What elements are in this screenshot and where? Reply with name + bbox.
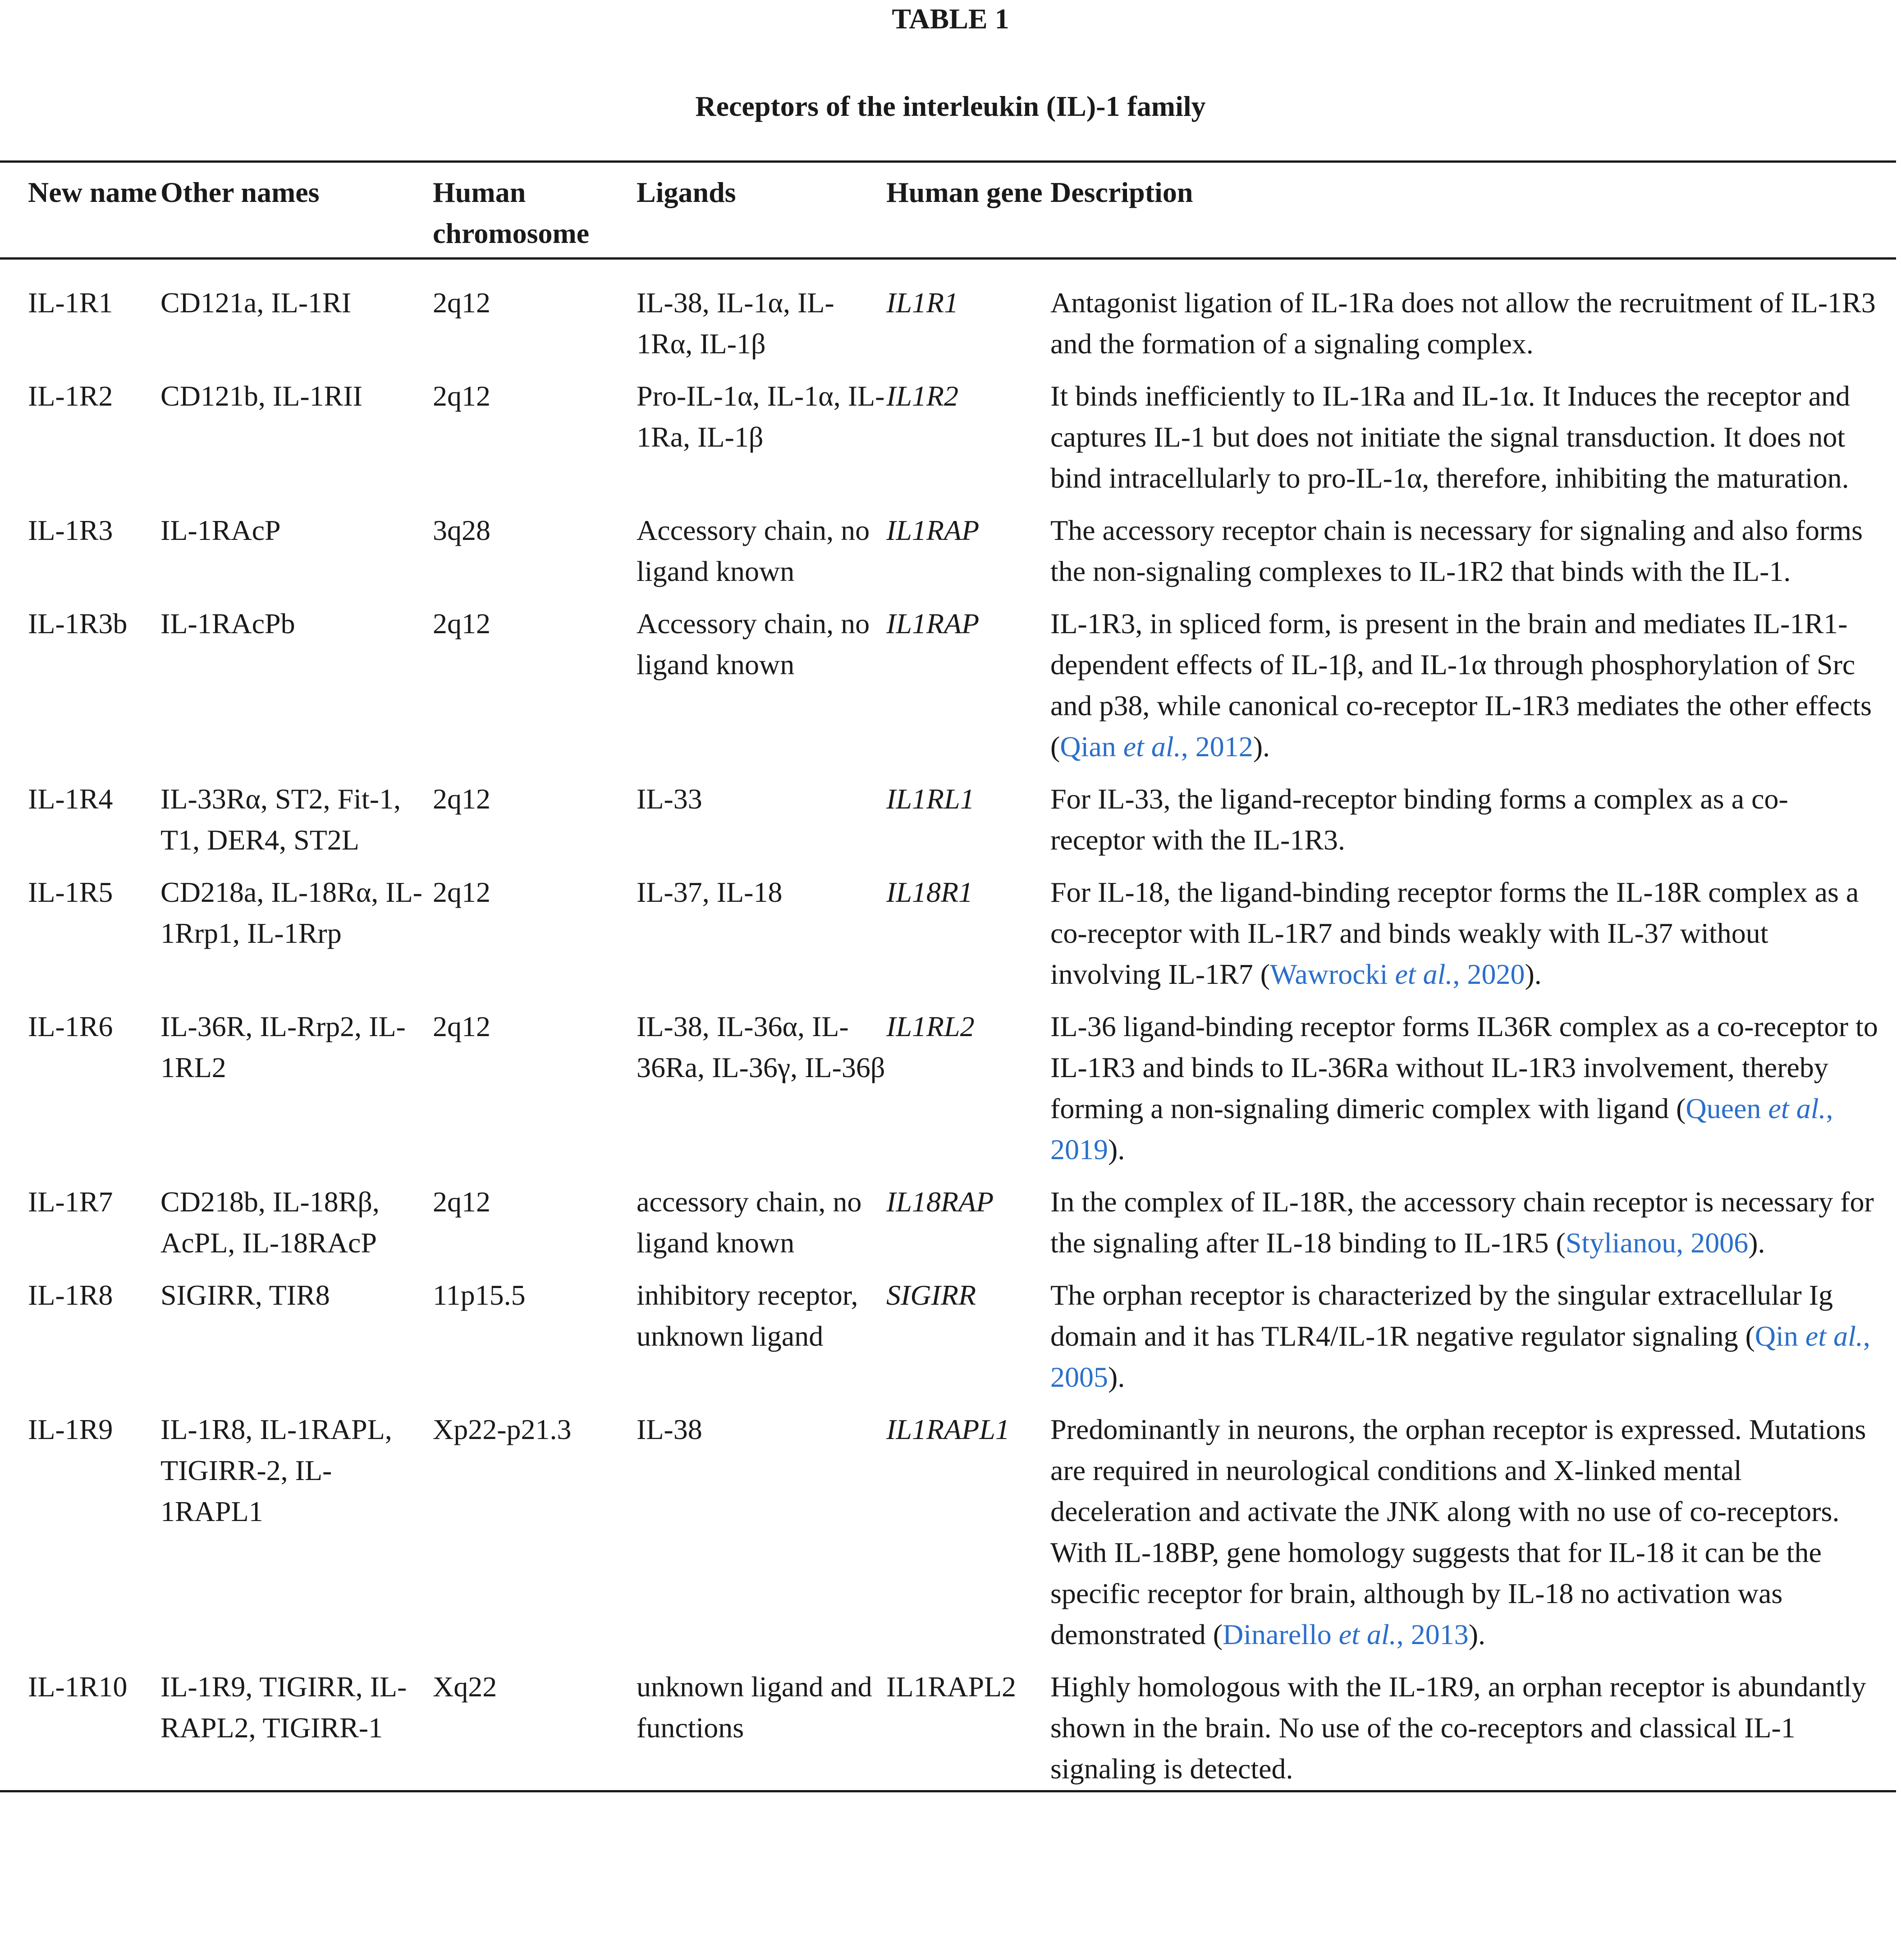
cell-ligands: accessory chain, no ligand known: [637, 1186, 862, 1259]
cell-new-name: IL-1R10: [28, 1671, 128, 1703]
description-end: ).: [1525, 958, 1542, 990]
description-end: ).: [1748, 1227, 1765, 1259]
reference-author: Qian: [1060, 731, 1123, 763]
cell-gene: IL1RAP: [886, 514, 980, 546]
cell-other-names: SIGIRR, TIR8: [160, 1279, 330, 1311]
table-row: [0, 510, 1896, 603]
cell-other-names: IL-1RAcPb: [160, 608, 295, 640]
cell-ligands: inhibitory receptor, unknown ligand: [637, 1279, 858, 1352]
description-end: ).: [1108, 1361, 1125, 1393]
cell-new-name: IL-1R4: [28, 783, 113, 815]
cell-new-name: IL-1R3: [28, 514, 113, 546]
reference-author: Qin: [1754, 1320, 1805, 1352]
table-row: [0, 1006, 1896, 1181]
table-row: [0, 1409, 1896, 1666]
cell-chromosome: 2q12: [433, 380, 490, 412]
cell-description: [1050, 603, 1896, 778]
description-end: ).: [1253, 731, 1270, 763]
header-row: [0, 162, 1896, 259]
cell-new-name: IL-1R7: [28, 1186, 113, 1218]
table-row: [0, 1275, 1896, 1409]
reference-year: , 2012: [1181, 731, 1253, 763]
header-new-name: New name: [28, 176, 157, 208]
description-text: In the complex of IL-18R, the accessory chain receptor is necessary for the signaling after IL-18 binding to IL-1R5 (: [1050, 1186, 1874, 1259]
reference-year: , 2020: [1452, 958, 1525, 990]
description-text: For IL-33, the ligand-receptor binding forms a complex as a co-receptor with the IL-1R3.: [1050, 783, 1788, 856]
cell-chromosome: 2q12: [433, 783, 490, 815]
description-text: For IL-18, the ligand-binding receptor forms the IL-18R complex as a co-receptor with IL-1R7 and binds weakly with IL-37 without involving IL-1R7 (: [1050, 876, 1859, 990]
cell-chromosome: Xp22-p21.3: [433, 1413, 572, 1445]
cell-ligands: IL-38: [637, 1413, 702, 1445]
description-text: Predominantly in neurons, the orphan receptor is expressed. Mutations are required in neurological conditions and X-linked mental deceleration and activate the JNK along with no use of co-receptors. With IL-18BP, gene homology suggests that for IL-18 it can be the specific receptor for brain, although by IL-18 no activation was demonstrated (: [1050, 1413, 1866, 1650]
description-text: The accessory receptor chain is necessary for signaling and also forms the non-signaling complexes to IL-1R2 that binds with the IL-1.: [1050, 514, 1863, 587]
cell-chromosome: 2q12: [433, 287, 490, 319]
reference-link[interactable]: [1566, 1227, 1748, 1259]
cell-gene: IL1RAPL1: [886, 1413, 1010, 1445]
cell-chromosome: 11p15.5: [433, 1279, 526, 1311]
header-chromosome: Human chromosome: [433, 176, 590, 249]
reference-etal: et al.: [1768, 1092, 1826, 1124]
receptor-table: [0, 160, 1896, 1792]
cell-description: [1050, 1409, 1896, 1666]
reference-link[interactable]: [1270, 958, 1525, 990]
cell-gene: IL1RL1: [886, 783, 975, 815]
table-row: [0, 1666, 1896, 1791]
table-row: [0, 603, 1896, 778]
description-end: ).: [1468, 1618, 1486, 1650]
cell-chromosome: 2q12: [433, 1010, 490, 1042]
cell-other-names: CD121a, IL-1RI: [160, 287, 352, 319]
cell-chromosome: 2q12: [433, 876, 490, 908]
table-row: [0, 1181, 1896, 1275]
table-row: [0, 872, 1896, 1006]
description-text: Highly homologous with the IL-1R9, an orphan receptor is abundantly shown in the brain. No use of the co-receptors and classical IL-1 signaling is detected.: [1050, 1671, 1866, 1785]
reference-etal: et al.: [1805, 1320, 1863, 1352]
reference-link[interactable]: [1223, 1618, 1469, 1650]
reference-etal: et al.: [1395, 958, 1453, 990]
table-caption: Receptors of the interleukin (IL)-1 family: [695, 90, 1206, 122]
cell-new-name: IL-1R8: [28, 1279, 113, 1311]
reference-author: Wawrocki: [1270, 958, 1395, 990]
cell-new-name: IL-1R3b: [28, 608, 128, 640]
header-ligands: Ligands: [637, 176, 736, 208]
reference-etal: et al.: [1123, 731, 1181, 763]
header-gene: Human gene: [886, 176, 1043, 208]
reference-etal: et al.: [1338, 1618, 1397, 1650]
cell-gene: IL18R1: [886, 876, 973, 908]
cell-ligands: IL-33: [637, 783, 702, 815]
cell-other-names: CD218a, IL-18Rα, IL-1Rrp1, IL-1Rrp: [160, 876, 422, 949]
cell-ligands: IL-38, IL-1α, IL-1Rα, IL-1β: [637, 287, 834, 360]
cell-description: [1050, 872, 1896, 1006]
cell-description: [1050, 778, 1896, 872]
description-text: IL-1R3, in spliced form, is present in the brain and mediates IL-1R1-dependent effects of IL-1β, and IL-1α through phosphorylation of Src and p38, while canonical co-receptor IL-1R3 mediates the other effects (: [1050, 608, 1872, 763]
cell-other-names: IL-1R8, IL-1RAPL, TIGIRR-2, IL-1RAPL1: [160, 1413, 392, 1527]
cell-new-name: IL-1R6: [28, 1010, 113, 1042]
cell-ligands: unknown ligand and functions: [637, 1671, 872, 1744]
reference-year: , 2013: [1396, 1618, 1469, 1650]
reference-year: , 2019: [1050, 1092, 1833, 1165]
cell-chromosome: 3q28: [433, 514, 490, 546]
table-row: [0, 778, 1896, 872]
cell-new-name: IL-1R9: [28, 1413, 113, 1445]
table-row: [0, 259, 1896, 376]
reference-author: Dinarello: [1223, 1618, 1339, 1650]
description-text: It binds inefficiently to IL-1Ra and IL-1α. It Induces the receptor and captures IL-1 but does not initiate the signal transduction. It does not bind intracellularly to pro-IL-1α, therefore, inhibiting the maturation.: [1050, 380, 1850, 494]
cell-chromosome: 2q12: [433, 608, 490, 640]
header-description: Description: [1050, 176, 1193, 208]
cell-description: [1050, 510, 1896, 603]
cell-gene: IL1RL2: [886, 1010, 975, 1042]
cell-gene: IL18RAP: [886, 1186, 994, 1218]
cell-gene: IL1R2: [886, 380, 958, 412]
reference-author: Queen: [1686, 1092, 1768, 1124]
cell-new-name: IL-1R2: [28, 380, 113, 412]
cell-other-names: IL-1RAcP: [160, 514, 281, 546]
description-text: IL-36 ligand-binding receptor forms IL36R complex as a co-receptor to IL-1R3 and binds to IL-36Ra without IL-1R3 involvement, thereby forming a non-signaling dimeric complex with ligand (: [1050, 1010, 1878, 1124]
reference-author: Stylianou, 2006: [1565, 1227, 1749, 1259]
table-header: [0, 162, 1896, 259]
cell-other-names: IL-33Rα, ST2, Fit-1, T1, DER4, ST2L: [160, 783, 401, 856]
cell-gene: SIGIRR: [886, 1279, 976, 1311]
description-text: Antagonist ligation of IL-1Ra does not allow the recruitment of IL-1R3 and the formation of a signaling complex.: [1050, 287, 1876, 360]
cell-chromosome: Xq22: [433, 1671, 497, 1703]
cell-other-names: IL-36R, IL-Rrp2, IL-1RL2: [160, 1010, 406, 1083]
cell-new-name: IL-1R1: [28, 287, 113, 319]
cell-ligands: IL-37, IL-18: [637, 876, 783, 908]
cell-description: [1050, 1181, 1896, 1275]
cell-ligands: Accessory chain, no ligand known: [637, 608, 870, 681]
description-end: ).: [1108, 1133, 1125, 1165]
cell-other-names: IL-1R9, TIGIRR, IL-RAPL2, TIGIRR-1: [160, 1671, 407, 1744]
cell-description: [1050, 259, 1896, 376]
table-row: [0, 375, 1896, 510]
cell-chromosome: 2q12: [433, 1186, 490, 1218]
cell-description: [1050, 375, 1896, 510]
cell-ligands: Pro-IL-1α, IL-1α, IL-1Ra, IL-1β: [637, 380, 885, 453]
cell-gene: IL1R1: [886, 287, 958, 319]
cell-ligands: Accessory chain, no ligand known: [637, 514, 870, 587]
cell-gene: IL1RAPL2: [886, 1671, 1016, 1703]
cell-ligands: IL-38, IL-36α, IL-36Ra, IL-36γ, IL-36β: [637, 1010, 885, 1083]
header-other-names: Other names: [160, 176, 320, 208]
description-text: The orphan receptor is characterized by the singular extracellular Ig domain and it has TLR4/IL-1R negative regulator signaling (: [1050, 1279, 1833, 1352]
cell-description: [1050, 1275, 1896, 1409]
cell-other-names: CD121b, IL-1RII: [160, 380, 362, 412]
cell-description: [1050, 1006, 1896, 1181]
table-body: [0, 259, 1896, 1791]
cell-description: [1050, 1666, 1896, 1791]
receptor-table-container: [0, 160, 1896, 1792]
reference-link[interactable]: [1060, 731, 1253, 763]
cell-new-name: IL-1R5: [28, 876, 113, 908]
table-label: TABLE 1: [892, 3, 1009, 35]
reference-year: , 2005: [1050, 1320, 1870, 1393]
cell-other-names: CD218b, IL-18Rβ, AcPL, IL-18RAcP: [160, 1186, 380, 1259]
cell-gene: IL1RAP: [886, 608, 980, 640]
